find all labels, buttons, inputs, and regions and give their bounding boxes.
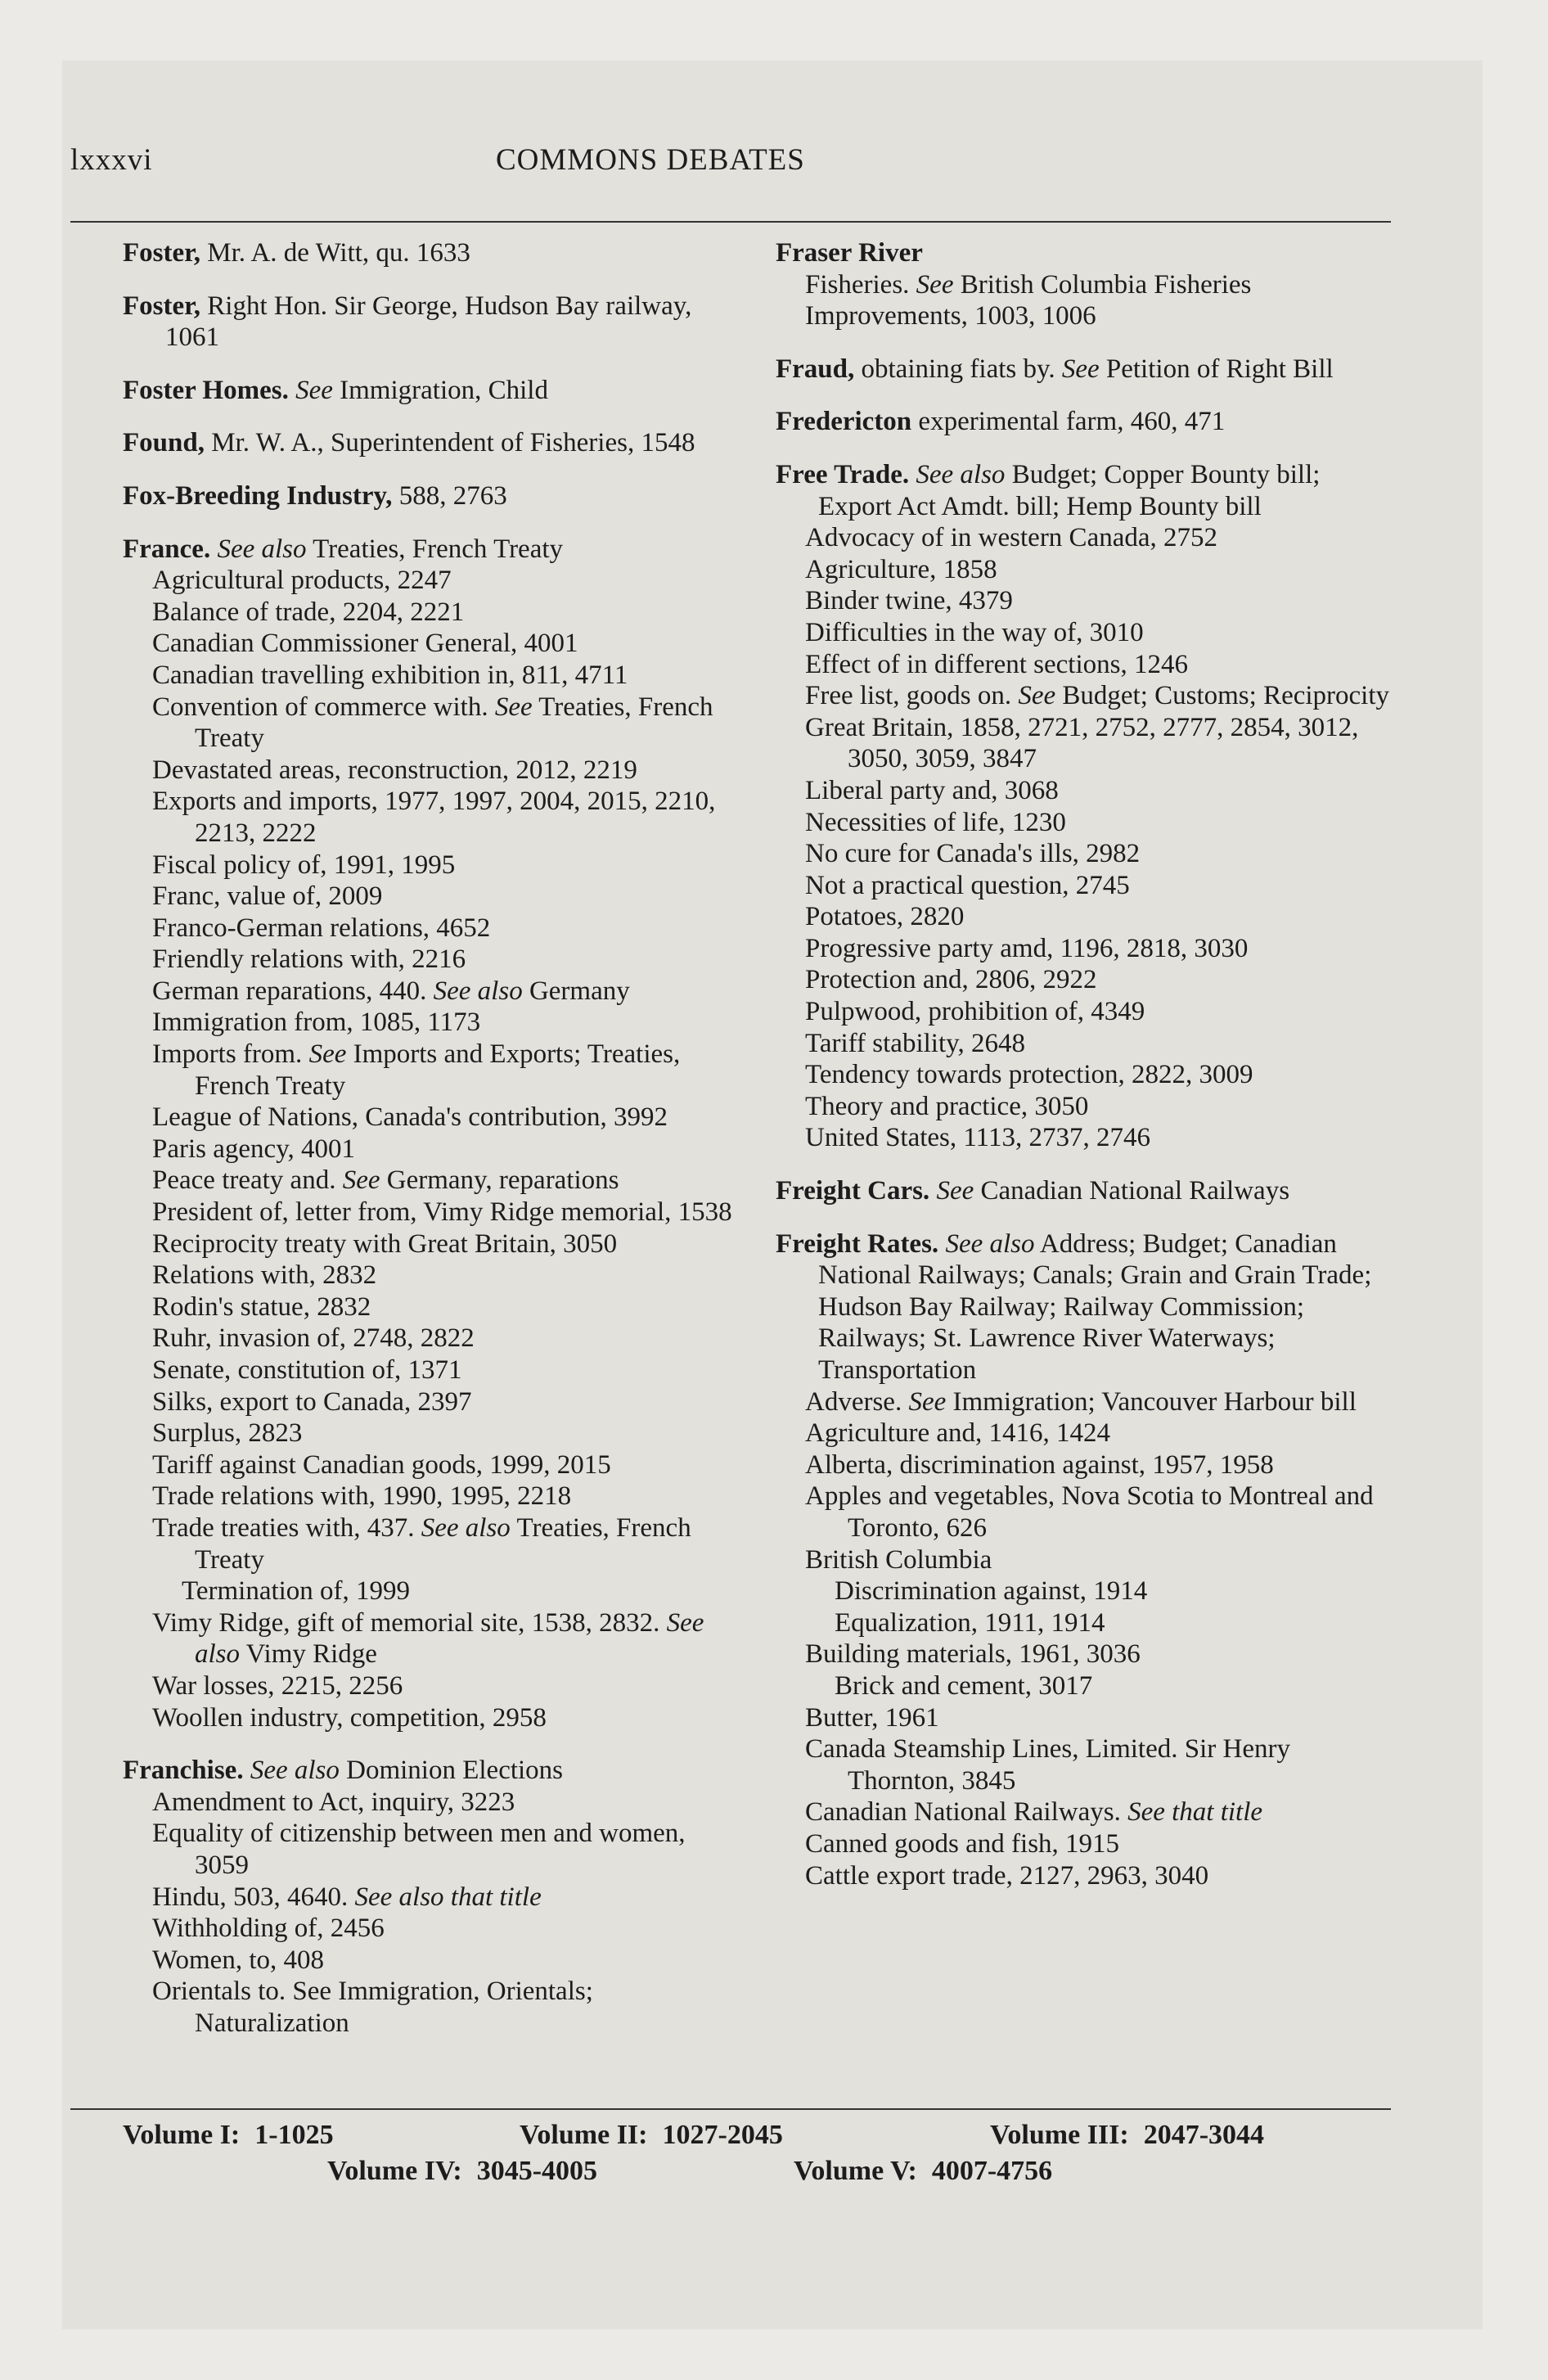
index-subentry <box>776 1860 1397 1892</box>
index-subentry <box>776 1796 1397 1828</box>
index-subentry <box>123 692 745 755</box>
index-heading: Fox-Breeding Industry, <box>123 480 393 511</box>
index-subentry <box>776 1544 1397 1576</box>
index-heading-line <box>776 1175 1397 1207</box>
subentry-text: Treaties, French Treaty <box>195 1512 691 1575</box>
subentry-text: Exports and imports, 1977, 1997, 2004, 2015, 2210, 2213, 2222 <box>152 787 716 848</box>
index-subentry <box>123 565 745 597</box>
index-text: 588, 2763 <box>392 480 507 511</box>
subentry-text: Imports and Exports; Treaties, French Treaty <box>195 1039 681 1101</box>
subentry-text: Imports from. <box>152 1039 303 1070</box>
index-entry <box>776 459 1397 1154</box>
index-text: Canadian National Railways <box>974 1176 1290 1206</box>
index-subentry <box>776 1702 1397 1734</box>
index-subentry <box>776 1828 1397 1860</box>
index-subentry <box>123 850 745 881</box>
subentry-text: Equalization, 1911, 1914 <box>835 1607 1105 1638</box>
subentry-text: Liberal party and, 3068 <box>805 775 1059 805</box>
subentry-text: Canada Steamship Lines, Limited. Sir Henry Thornton, 3845 <box>805 1734 1290 1796</box>
subentry-text: Improvements, 1003, 1006 <box>805 301 1096 331</box>
volume-4-range <box>327 2156 597 2187</box>
see-reference: See that title <box>1120 1797 1263 1828</box>
subentry-text: Tariff stability, 2648 <box>805 1028 1025 1058</box>
subentry-text: Cattle export trade, 2127, 2963, 3040 <box>805 1860 1209 1891</box>
footer-divider <box>70 2108 1391 2110</box>
index-heading: Free Trade. <box>776 459 910 489</box>
subentry-text: Apples and vegetables, Nova Scotia to Montreal and Toronto, 626 <box>805 1481 1374 1543</box>
index-subentry <box>776 901 1397 933</box>
index-subentry <box>776 996 1397 1028</box>
index-subentry <box>123 1355 745 1386</box>
index-subentry <box>123 881 745 913</box>
volume-label: Volume I: <box>123 2120 241 2150</box>
index-subentry <box>123 786 745 849</box>
index-subentry <box>123 1818 745 1881</box>
index-text: Address; Budget; Canadian National Railways; Canals; Grain and Grain Trade; Hudson Bay Railway; Railway Commission; Railways; St. Lawrence River Waterways; Transportation <box>818 1228 1372 1385</box>
subentry-text: President of, letter from, Vimy Ridge memorial, 1538 <box>152 1197 732 1228</box>
volume-label: Volume IV: <box>327 2156 462 2186</box>
index-subentry <box>123 944 745 976</box>
see-reference: See <box>929 1176 974 1206</box>
index-subentry <box>776 649 1397 681</box>
subentry-text: Franc, value of, 2009 <box>152 881 383 912</box>
subentry-text: Fisheries. <box>805 269 910 300</box>
subentry-text: Immigration from, 1085, 1173 <box>152 1007 481 1038</box>
index-subentry <box>776 1575 1397 1607</box>
index-text: Petition of Right Bill <box>1099 354 1334 384</box>
subentry-text: Relations with, 2832 <box>152 1260 377 1291</box>
subentry-text: Trade relations with, 1990, 1995, 2218 <box>152 1481 572 1512</box>
index-subentry <box>123 1702 745 1734</box>
subentry-text: Treaties, French Treaty <box>195 692 713 754</box>
index-subentry <box>776 1607 1397 1639</box>
index-heading-line <box>776 354 1397 385</box>
index-subentry <box>123 1512 745 1575</box>
volume-label: Volume II: <box>520 2120 648 2150</box>
subentry-text: Fiscal policy of, 1991, 1995 <box>152 850 456 880</box>
subentry-text: Amendment to Act, inquiry, 3223 <box>152 1787 515 1817</box>
index-subentry <box>776 585 1397 617</box>
index-subentry <box>776 1028 1397 1060</box>
subentry-text: Necessities of life, 1230 <box>805 807 1066 837</box>
index-subentry <box>776 933 1397 965</box>
index-heading: Franchise. <box>123 1756 244 1786</box>
index-heading: Foster, <box>123 291 201 321</box>
index-subentry <box>123 1260 745 1291</box>
subentry-text: Reciprocity treaty with Great Britain, 3050 <box>152 1228 618 1259</box>
index-subentry <box>123 1945 745 1977</box>
subentry-text: Canadian travelling exhibition in, 811, 4711 <box>152 660 628 690</box>
volume-1-range <box>123 2120 334 2151</box>
see-reference: See <box>488 692 533 722</box>
subentry-text: Theory and practice, 3050 <box>805 1091 1089 1121</box>
index-entry <box>776 1228 1397 1891</box>
subentry-text: Canadian National Railways. <box>805 1797 1121 1828</box>
subentry-text: Tendency towards protection, 2822, 3009 <box>805 1060 1253 1090</box>
volume-pages: 1027-2045 <box>662 2120 783 2150</box>
subentry-text: Adverse. <box>805 1386 902 1417</box>
subentry-text: Paris agency, 4001 <box>152 1134 356 1164</box>
index-subentry <box>123 1481 745 1512</box>
see-reference: See <box>902 1386 947 1417</box>
index-entry <box>123 427 745 459</box>
index-text: Mr. A. de Witt, qu. 1633 <box>200 238 470 268</box>
index-subentry <box>123 1197 745 1228</box>
see-reference: See also <box>210 534 307 564</box>
index-entry <box>123 375 745 407</box>
subentry-text: Germany <box>522 976 630 1006</box>
index-text: Right Hon. Sir George, Hudson Bay railway, 1061 <box>165 291 692 353</box>
index-subentry <box>123 597 745 629</box>
index-subentry <box>776 1122 1397 1154</box>
index-subentry <box>123 913 745 944</box>
index-subentry <box>123 1165 745 1197</box>
subentry-text: Convention of commerce with. <box>152 692 488 722</box>
index-subentry <box>123 1386 745 1418</box>
subentry-text: League of Nations, Canada's contribution, 3992 <box>152 1102 668 1133</box>
see-reference: See <box>288 375 333 405</box>
index-subentry <box>776 870 1397 902</box>
index-heading: Fredericton <box>776 407 912 437</box>
index-entry <box>123 1755 745 2039</box>
index-heading-line <box>776 459 1397 522</box>
subentry-text: Balance of trade, 2204, 2221 <box>152 597 465 627</box>
index-subentry <box>123 1976 745 2039</box>
see-reference: See <box>335 1165 380 1196</box>
index-subentry <box>123 1323 745 1355</box>
index-heading: Foster Homes. <box>123 375 289 405</box>
running-head <box>70 85 1391 183</box>
index-subentry <box>776 269 1397 301</box>
volume-pages: 3045-4005 <box>476 2156 598 2186</box>
subentry-text: Immigration; Vancouver Harbour bill <box>946 1386 1357 1417</box>
index-subentry <box>776 1733 1397 1796</box>
index-column-left <box>123 237 745 2060</box>
index-subentry <box>123 1007 745 1039</box>
subentry-text: Germany, reparations <box>380 1165 619 1196</box>
page-number: lxxxvi <box>70 143 153 177</box>
subentry-text: United States, 1113, 2737, 2746 <box>805 1123 1150 1153</box>
subentry-text: Progressive party amd, 1196, 2818, 3030 <box>805 933 1249 963</box>
subentry-text: Silks, export to Canada, 2397 <box>152 1386 472 1417</box>
subentry-text: Discrimination against, 1914 <box>835 1576 1148 1607</box>
index-subentry <box>776 1386 1397 1418</box>
subentry-text: Orientals to. See Immigration, Orientals; Naturalization <box>152 1977 593 2038</box>
index-subentry <box>776 554 1397 586</box>
index-subentry <box>123 755 745 787</box>
index-subentry <box>776 775 1397 807</box>
index-subentry <box>123 1418 745 1449</box>
index-text: experimental farm, 460, 471 <box>911 407 1226 437</box>
index-heading: France. <box>123 534 211 564</box>
subentry-text: Withholding of, 2456 <box>152 1913 385 1944</box>
index-subentry <box>123 1291 745 1323</box>
index-subentry <box>776 807 1397 839</box>
index-subentry <box>776 964 1397 996</box>
index-subentry <box>123 976 745 1007</box>
index-text: obtaining fiats by. <box>854 354 1055 384</box>
index-subentry <box>123 1882 745 1913</box>
subentry-text: Alberta, discrimination against, 1957, 1958 <box>805 1449 1274 1480</box>
index-subentry <box>776 838 1397 870</box>
index-subentry <box>776 1670 1397 1702</box>
index-heading: Found, <box>123 428 205 458</box>
index-entry <box>776 1175 1397 1207</box>
index-heading: Fraud, <box>776 354 855 384</box>
subentry-text: Agriculture, 1858 <box>805 554 997 584</box>
index-subentry <box>776 617 1397 649</box>
see-reference: See also that title <box>348 1882 542 1912</box>
index-subentry <box>776 680 1397 712</box>
see-reference: See also <box>195 1607 704 1670</box>
index-heading-line <box>776 406 1397 438</box>
subentry-text: No cure for Canada's ills, 2982 <box>805 839 1141 869</box>
subentry-text: Binder twine, 4379 <box>805 586 1013 616</box>
subentry-text: German reparations, 440. <box>152 976 427 1006</box>
index-subentry <box>123 1787 745 1819</box>
index-subentry <box>123 1228 745 1260</box>
see-reference: See also <box>243 1756 340 1786</box>
index-subentry <box>123 1913 745 1945</box>
index-heading: Freight Cars. <box>776 1176 930 1206</box>
see-reference: See <box>909 269 954 300</box>
index-text: Immigration, Child <box>332 375 548 405</box>
subentry-text: Trade treaties with, 437. <box>152 1512 415 1543</box>
index-heading-line <box>123 291 745 354</box>
index-subentry <box>123 1102 745 1134</box>
subentry-text: British Columbia Fisheries <box>953 269 1252 300</box>
index-heading-line <box>123 375 745 407</box>
subentry-text: Building materials, 1961, 3036 <box>805 1639 1141 1670</box>
index-subentry <box>123 1134 745 1165</box>
index-subentry <box>123 1575 745 1607</box>
subentry-text: Women, to, 408 <box>152 1945 324 1975</box>
index-subentry <box>776 712 1397 775</box>
index-subentry <box>776 1418 1397 1449</box>
see-reference: See <box>302 1039 347 1070</box>
volume-label: Volume V: <box>794 2156 917 2186</box>
index-subentry <box>776 1059 1397 1091</box>
index-heading-line <box>776 237 1397 269</box>
subentry-text: Protection and, 2806, 2922 <box>805 965 1097 995</box>
index-subentry <box>776 522 1397 554</box>
volume-pages: 2047-3044 <box>1143 2120 1265 2150</box>
index-heading-line <box>123 237 745 269</box>
index-heading-line <box>123 1755 745 1787</box>
index-heading-line <box>123 480 745 512</box>
index-column-right <box>776 237 1397 1913</box>
subentry-text: Senate, constitution of, 1371 <box>152 1355 462 1385</box>
volume-label: Volume III: <box>990 2120 1129 2150</box>
index-text: Mr. W. A., Superintendent of Fisheries, 1548 <box>204 428 695 458</box>
subentry-text: Ruhr, invasion of, 2748, 2822 <box>152 1323 475 1354</box>
index-subentry <box>123 1039 745 1102</box>
subentry-text: Butter, 1961 <box>805 1702 939 1733</box>
index-subentry <box>123 660 745 692</box>
see-reference: See <box>1055 354 1100 384</box>
subentry-text: Agriculture and, 1416, 1424 <box>805 1418 1111 1449</box>
subentry-text: War losses, 2215, 2256 <box>152 1670 403 1701</box>
subentry-text: Potatoes, 2820 <box>805 902 965 932</box>
index-entry <box>123 480 745 512</box>
subentry-text: Hindu, 503, 4640. <box>152 1882 349 1912</box>
subentry-text: Difficulties in the way of, 3010 <box>805 617 1144 647</box>
subentry-text: Budget; Customs; Reciprocity <box>1055 681 1390 711</box>
volume-5-range <box>794 2156 1052 2187</box>
subentry-text: Effect of in different sections, 1246 <box>805 649 1188 679</box>
index-subentry <box>776 1091 1397 1123</box>
page-title: COMMONS DEBATES <box>496 143 805 177</box>
index-subentry <box>776 1639 1397 1670</box>
see-reference: See also <box>426 976 523 1006</box>
index-subentry <box>123 1449 745 1481</box>
index-entry <box>776 354 1397 385</box>
subentry-text: Termination of, 1999 <box>182 1576 411 1607</box>
index-heading-line <box>123 534 745 566</box>
subentry-text: Surplus, 2823 <box>152 1418 303 1449</box>
index-heading: Freight Rates. <box>776 1228 939 1259</box>
index-subentry <box>776 1481 1397 1544</box>
subentry-text: Equality of citizenship between men and women, 3059 <box>152 1819 686 1880</box>
subentry-text: Advocacy of in western Canada, 2752 <box>805 523 1218 553</box>
index-entry <box>123 291 745 354</box>
see-reference: See also <box>938 1228 1035 1259</box>
header-divider <box>70 221 1391 223</box>
index-subentry <box>123 1670 745 1702</box>
subentry-text: Woollen industry, competition, 2958 <box>152 1702 547 1733</box>
see-reference: See <box>1011 681 1056 711</box>
see-reference: See also <box>909 459 1006 489</box>
index-heading-line <box>776 1228 1397 1386</box>
index-heading: Foster, <box>123 238 201 268</box>
volume-3-range <box>990 2120 1264 2151</box>
subentry-text: Vimy Ridge, gift of memorial site, 1538, 2832. <box>152 1607 660 1638</box>
index-entry <box>776 406 1397 438</box>
index-text: Dominion Elections <box>339 1756 564 1786</box>
subentry-text: Franco-German relations, 4652 <box>152 913 491 943</box>
subentry-text: Vimy Ridge <box>240 1639 377 1670</box>
index-entry <box>123 237 745 269</box>
see-reference: See also <box>414 1512 511 1543</box>
subentry-text: Agricultural products, 2247 <box>152 566 452 596</box>
subentry-text: Great Britain, 1858, 2721, 2752, 2777, 2854, 3012, 3050, 3059, 3847 <box>805 712 1359 774</box>
subentry-text: Rodin's statue, 2832 <box>152 1291 371 1322</box>
subentry-text: Friendly relations with, 2216 <box>152 944 466 975</box>
subentry-text: Canned goods and fish, 1915 <box>805 1828 1120 1859</box>
subentry-text: Free list, goods on. <box>805 681 1012 711</box>
subentry-text: Brick and cement, 3017 <box>835 1670 1093 1701</box>
index-subentry <box>776 1449 1397 1481</box>
index-heading-line <box>123 427 745 459</box>
subentry-text: British Columbia <box>805 1544 992 1575</box>
volume-2-range <box>520 2120 783 2151</box>
subentry-text: Pulpwood, prohibition of, 4349 <box>805 997 1145 1027</box>
subentry-text: Tariff against Canadian goods, 1999, 2015 <box>152 1449 611 1480</box>
index-entry <box>776 237 1397 332</box>
volume-pages: 4007-4756 <box>931 2156 1053 2186</box>
subentry-text: Peace treaty and. <box>152 1165 336 1196</box>
subentry-text: Canadian Commissioner General, 4001 <box>152 629 578 659</box>
index-subentry <box>776 300 1397 332</box>
subentry-text: Not a practical question, 2745 <box>805 870 1130 900</box>
index-subentry <box>123 628 745 660</box>
index-text: Treaties, French Treaty <box>306 534 564 564</box>
index-subentry <box>123 1607 745 1670</box>
index-heading: Fraser River <box>776 238 923 268</box>
subentry-text: Devastated areas, reconstruction, 2012, 2219 <box>152 755 637 785</box>
index-text: Budget; Copper Bounty bill; Export Act Amdt. bill; Hemp Bounty bill <box>818 459 1321 521</box>
volume-pages: 1-1025 <box>254 2120 334 2150</box>
index-entry <box>123 534 745 1734</box>
